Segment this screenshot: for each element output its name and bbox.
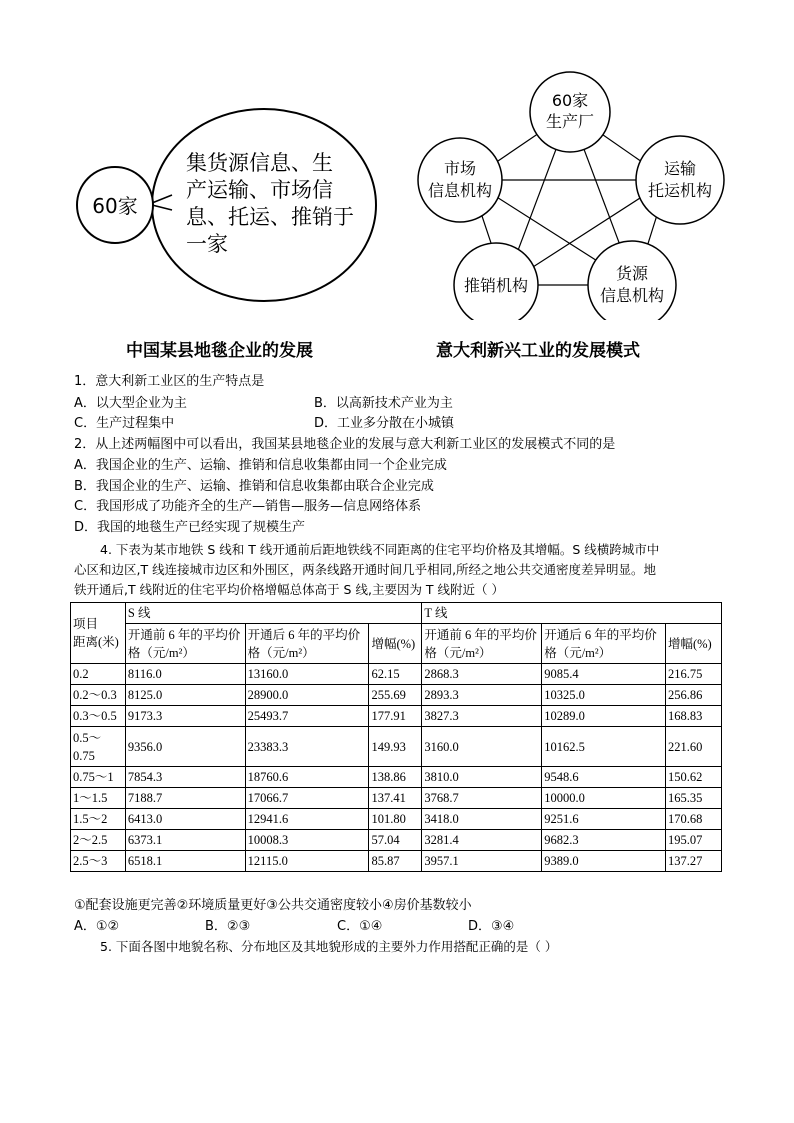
value-cell: 149.93 xyxy=(369,727,422,767)
bubble-text-line: 息、托运、推销于 xyxy=(186,205,354,229)
value-cell: 138.86 xyxy=(369,767,422,788)
svg-text:市场: 市场 xyxy=(443,159,477,178)
s-line-header: S 线 xyxy=(125,603,422,624)
value-cell: 18760.6 xyxy=(245,767,369,788)
q4-stem-line: 4. 下表为某市地铁 S 线和 T 线开通前后距地铁线不同距离的住宅平均价格及其增幅。S 线横跨城市中 xyxy=(100,542,660,557)
value-cell: 12115.0 xyxy=(245,851,369,872)
value-cell: 9356.0 xyxy=(125,727,245,767)
value-cell: 8125.0 xyxy=(125,685,245,706)
q4-option-b: B．②③ xyxy=(205,919,251,934)
q1-option-a: A．以大型企业为主 xyxy=(74,396,187,411)
q1-option-b: B．以高新技术产业为主 xyxy=(314,396,453,411)
table-row xyxy=(71,830,722,851)
table-row xyxy=(71,706,722,727)
value-cell: 137.41 xyxy=(369,788,422,809)
value-cell: 6413.0 xyxy=(125,809,245,830)
value-cell: 3957.1 xyxy=(422,851,542,872)
value-cell: 195.07 xyxy=(665,830,721,851)
value-cell: 6518.1 xyxy=(125,851,245,872)
supply-info-node xyxy=(588,241,676,320)
distance-cell: 0.3～0.5 xyxy=(71,706,126,727)
value-cell: 28900.0 xyxy=(245,685,369,706)
value-cell: 9085.4 xyxy=(542,664,666,685)
svg-text:货源: 货源 xyxy=(615,264,649,283)
value-cell: 10289.0 xyxy=(542,706,666,727)
q1-option-d: D．工业多分散在小城镇 xyxy=(314,416,455,431)
value-cell: 8116.0 xyxy=(125,664,245,685)
column-header: 开通前 6 年的平均价格（元/m²） xyxy=(422,624,542,664)
value-cell: 9389.0 xyxy=(542,851,666,872)
value-cell: 3160.0 xyxy=(422,727,542,767)
value-cell: 3418.0 xyxy=(422,809,542,830)
value-cell: 165.35 xyxy=(665,788,721,809)
value-cell: 2868.3 xyxy=(422,664,542,685)
svg-text:信息机构: 信息机构 xyxy=(427,181,493,200)
value-cell: 25493.7 xyxy=(245,706,369,727)
q2-option-a: A．我国企业的生产、运输、推销和信息收集都由同一个企业完成 xyxy=(74,458,447,473)
value-cell: 170.68 xyxy=(665,809,721,830)
factory-node xyxy=(530,72,610,152)
value-cell: 23383.3 xyxy=(245,727,369,767)
distance-cell: 0.2 xyxy=(71,664,126,685)
value-cell: 101.80 xyxy=(369,809,422,830)
value-cell: 9173.3 xyxy=(125,706,245,727)
distance-cell: 1.5～2 xyxy=(71,809,126,830)
value-cell: 7188.7 xyxy=(125,788,245,809)
table-row xyxy=(71,767,722,788)
value-cell: 221.60 xyxy=(665,727,721,767)
value-cell: 9251.6 xyxy=(542,809,666,830)
column-header: 增幅(%) xyxy=(369,624,422,664)
q4-option-d: D．③④ xyxy=(468,919,515,934)
table-corner-header: 项目 距离(米) xyxy=(71,603,126,664)
value-cell: 17066.7 xyxy=(245,788,369,809)
table-row xyxy=(71,685,722,706)
value-cell: 12941.6 xyxy=(245,809,369,830)
svg-text:托运机构: 托运机构 xyxy=(647,181,713,200)
value-cell: 3810.0 xyxy=(422,767,542,788)
distance-cell: 1～1.5 xyxy=(71,788,126,809)
value-cell: 3281.4 xyxy=(422,830,542,851)
distance-cell: 0.2～0.3 xyxy=(71,685,126,706)
value-cell: 256.86 xyxy=(665,685,721,706)
column-header: 开通前 6 年的平均价格（元/m²） xyxy=(125,624,245,664)
svg-text:60家: 60家 xyxy=(551,91,589,110)
value-cell: 6373.1 xyxy=(125,830,245,851)
table-row xyxy=(71,664,722,685)
value-cell: 85.87 xyxy=(369,851,422,872)
q2-stem: 2．从上述两幅图中可以看出，我国某县地毯企业的发展与意大利新工业区的发展模式不同的是 xyxy=(74,437,616,452)
q4-option-a: A．①② xyxy=(74,919,120,934)
value-cell: 168.83 xyxy=(665,706,721,727)
q5-stem: 5. 下面各图中地貌名称、分布地区及其地貌形成的主要外力作用搭配正确的是（ ） xyxy=(100,939,558,954)
distance-cell: 2.5～3 xyxy=(71,851,126,872)
q4-stem-line: 铁开通后,T 线附近的住宅平均价格增幅总体高于 S 线,主要因为 T 线附近（ ） xyxy=(74,582,504,597)
right-diagram-caption: 意大利新兴工业的发展模式 xyxy=(436,341,640,361)
bubble-text-line: 集货源信息、生 xyxy=(186,151,333,175)
left-diagram-caption: 中国某县地毯企业的发展 xyxy=(126,341,313,361)
value-cell: 57.04 xyxy=(369,830,422,851)
value-cell: 3827.3 xyxy=(422,706,542,727)
svg-text:信息机构: 信息机构 xyxy=(599,286,665,305)
distance-cell: 0.75～1 xyxy=(71,767,126,788)
value-cell: 137.27 xyxy=(665,851,721,872)
q2-option-d: D．我国的地毯生产已经实现了规模生产 xyxy=(74,520,306,535)
table-body xyxy=(71,664,722,872)
q2-option-c: C．我国形成了功能齐全的生产—销售—服务—信息网络体系 xyxy=(74,499,422,514)
value-cell: 10162.5 xyxy=(542,727,666,767)
bubble-text-line: 一家 xyxy=(186,232,228,256)
value-cell: 13160.0 xyxy=(245,664,369,685)
value-cell: 9548.6 xyxy=(542,767,666,788)
q4-option-c: C．①④ xyxy=(337,919,383,934)
q1-option-c: C．生产过程集中 xyxy=(74,416,175,431)
value-cell: 216.75 xyxy=(665,664,721,685)
column-header: 开通后 6 年的平均价格（元/m²） xyxy=(542,624,666,664)
transport-node xyxy=(636,136,724,224)
value-cell: 7854.3 xyxy=(125,767,245,788)
distance-cell: 2～2.5 xyxy=(71,830,126,851)
sixty-firms-label: 60家 xyxy=(92,194,138,218)
svg-text:运输: 运输 xyxy=(663,159,697,178)
value-cell: 150.62 xyxy=(665,767,721,788)
column-header: 开通后 6 年的平均价格（元/m²） xyxy=(245,624,369,664)
table-row xyxy=(71,809,722,830)
bubble-text-line: 产运输、市场信 xyxy=(186,178,333,202)
column-header: 增幅(%) xyxy=(665,624,721,664)
q4-choice-items: ①配套设施更完善②环境质量更好③公共交通密度较小④房价基数较小 xyxy=(74,898,472,913)
sales-node xyxy=(454,243,538,320)
table-row xyxy=(71,727,722,767)
q4-stem-line: 心区和边区,T 线连接城市边区和外围区，两条线路开通时间几乎相同,所经之地公共交通密度差异明显。地 xyxy=(74,562,657,577)
q1-stem: 1．意大利新工业区的生产特点是 xyxy=(74,374,265,389)
value-cell: 255.69 xyxy=(369,685,422,706)
q2-option-b: B．我国企业的生产、运输、推销和信息收集都由联合企业完成 xyxy=(74,479,434,494)
market-info-node xyxy=(418,138,502,222)
svg-text:生产厂: 生产厂 xyxy=(545,112,595,131)
value-cell: 9682.3 xyxy=(542,830,666,851)
value-cell: 10000.0 xyxy=(542,788,666,809)
table-row xyxy=(71,788,722,809)
value-cell: 177.91 xyxy=(369,706,422,727)
distance-cell: 0.5～0.75 xyxy=(71,727,126,767)
value-cell: 2893.3 xyxy=(422,685,542,706)
value-cell: 10325.0 xyxy=(542,685,666,706)
table-row xyxy=(71,851,722,872)
svg-text:推销机构: 推销机构 xyxy=(463,276,529,295)
value-cell: 3768.7 xyxy=(422,788,542,809)
t-line-header: T 线 xyxy=(422,603,722,624)
carpet-enterprise-diagram xyxy=(60,105,380,315)
value-cell: 62.15 xyxy=(369,664,422,685)
italy-industry-network-diagram xyxy=(410,70,730,320)
housing-price-table xyxy=(70,602,722,872)
value-cell: 10008.3 xyxy=(245,830,369,851)
